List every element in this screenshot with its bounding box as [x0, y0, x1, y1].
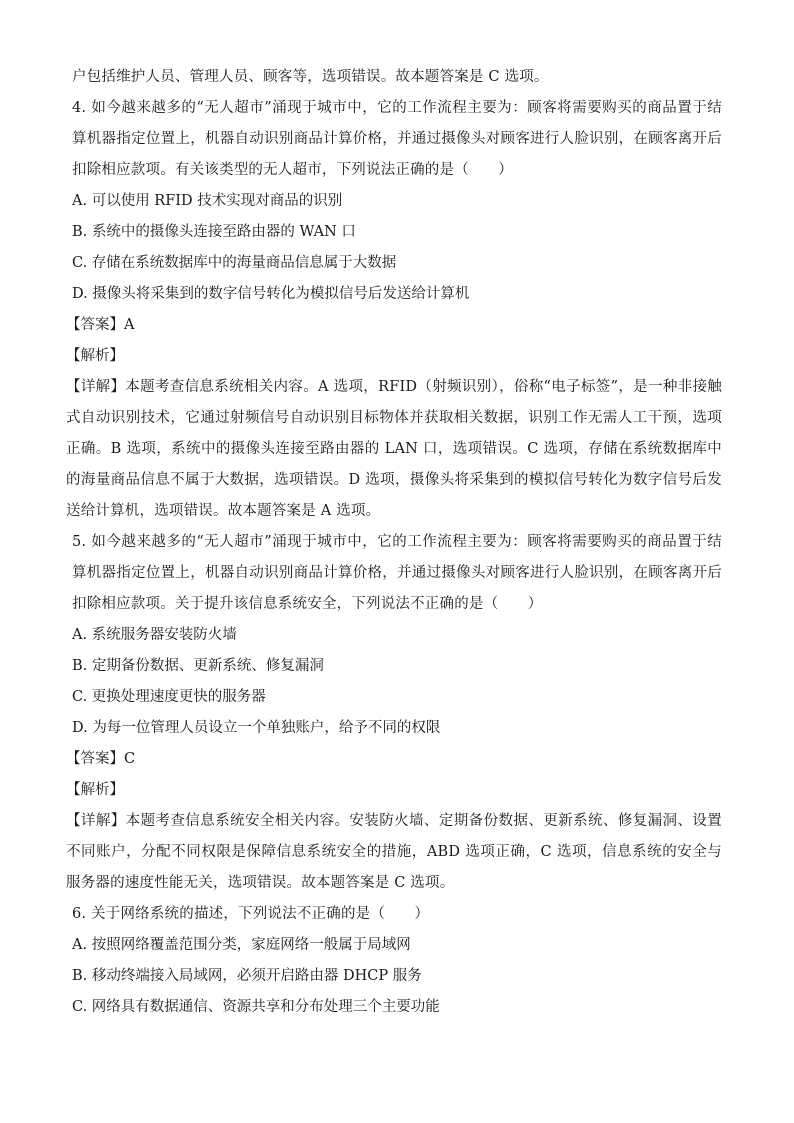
question-5-answer: 【答案】C [66, 751, 136, 767]
question-4-answer: 【答案】A [66, 317, 135, 333]
question-4-option-b: B. 系统中的摄像头连接至路由器的 WAN 口 [72, 224, 356, 240]
document-page [66, 62, 722, 1023]
question-6-option-b: B. 移动终端接入局域网，必须开启路由器 DHCP 服务 [72, 968, 422, 984]
question-5-stem: 5. 如今越来越多的“无人超市”涌现于城市中，它的工作流程主要为：顾客将需要购买的商品置于结算机器指定位置上，机器自动识别商品计算价格，并通过摄像头对顾客进行人脸识别，在顾客离开后扣除相应款项。关于提升该信息系统安全，下列说法不正确的是（ ） [72, 534, 722, 612]
question-5-option-b: B. 定期备份数据、更新系统、修复漏洞 [72, 658, 324, 674]
question-4-stem: 4. 如今越来越多的“无人超市”涌现于城市中，它的工作流程主要为：顾客将需要购买的商品置于结算机器指定位置上，机器自动识别商品计算价格，并通过摄像头对顾客进行人脸识别，在顾客离开后扣除相应款项。有关该类型的无人超市，下列说法正确的是（ ） [72, 100, 722, 178]
question-5-option-d: D. 为每一位管理人员设立一个单独账户，给予不同的权限 [72, 720, 441, 736]
continuation-text: 户包括维护人员、管理人员、顾客等，选项错误。故本题答案是 C 选项。 [72, 69, 549, 85]
question-5-option-a: A. 系统服务器安装防火墙 [72, 627, 237, 643]
question-5-analysis-label: 【解析】 [66, 782, 124, 798]
question-5-option-c: C. 更换处理速度更快的服务器 [72, 689, 266, 705]
question-4-analysis-label: 【解析】 [66, 348, 124, 364]
question-6-option-c: C. 网络具有数据通信、资源共享和分布处理三个主要功能 [72, 999, 440, 1015]
question-6-option-a: A. 按照网络覆盖范围分类，家庭网络一般属于局域网 [72, 937, 411, 953]
question-4-option-d: D. 摄像头将采集到的数字信号转化为模拟信号后发送给计算机 [72, 286, 470, 302]
question-5-detail: 【详解】本题考查信息系统安全相关内容。安装防火墙、定期备份数据、更新系统、修复漏洞、设置不同账户，分配不同权限是保障信息系统安全的措施，ABD 选项正确，C 选项，信息系统的安全与服务器的速度性能无关，选项错误。故本题答案是 C 选项。 [66, 813, 722, 891]
question-6-stem: 6. 关于网络系统的描述，下列说法不正确的是（ ） [72, 906, 430, 922]
question-4-option-a: A. 可以使用 RFID 技术实现对商品的识别 [72, 193, 343, 209]
question-4-option-c: C. 存储在系统数据库中的海量商品信息属于大数据 [72, 255, 397, 271]
question-4-detail: 【详解】本题考查信息系统相关内容。A 选项，RFID（射频识别），俗称“电子标签”，是一种非接触式自动识别技术，它通过射频信号自动识别目标物体并获取相关数据，识别工作无需人工干预，选项正确。B 选项，系统中的摄像头连接至路由器的 LAN 口，选项错误。C 选项，存储在系统数据库中的海量商品信息不属于大数据，选项错误。D 选项，摄像头将采集到的模拟信号转化为数字信号后发送给计算机，选项错误。故本题答案是 A 选项。 [66, 379, 722, 519]
